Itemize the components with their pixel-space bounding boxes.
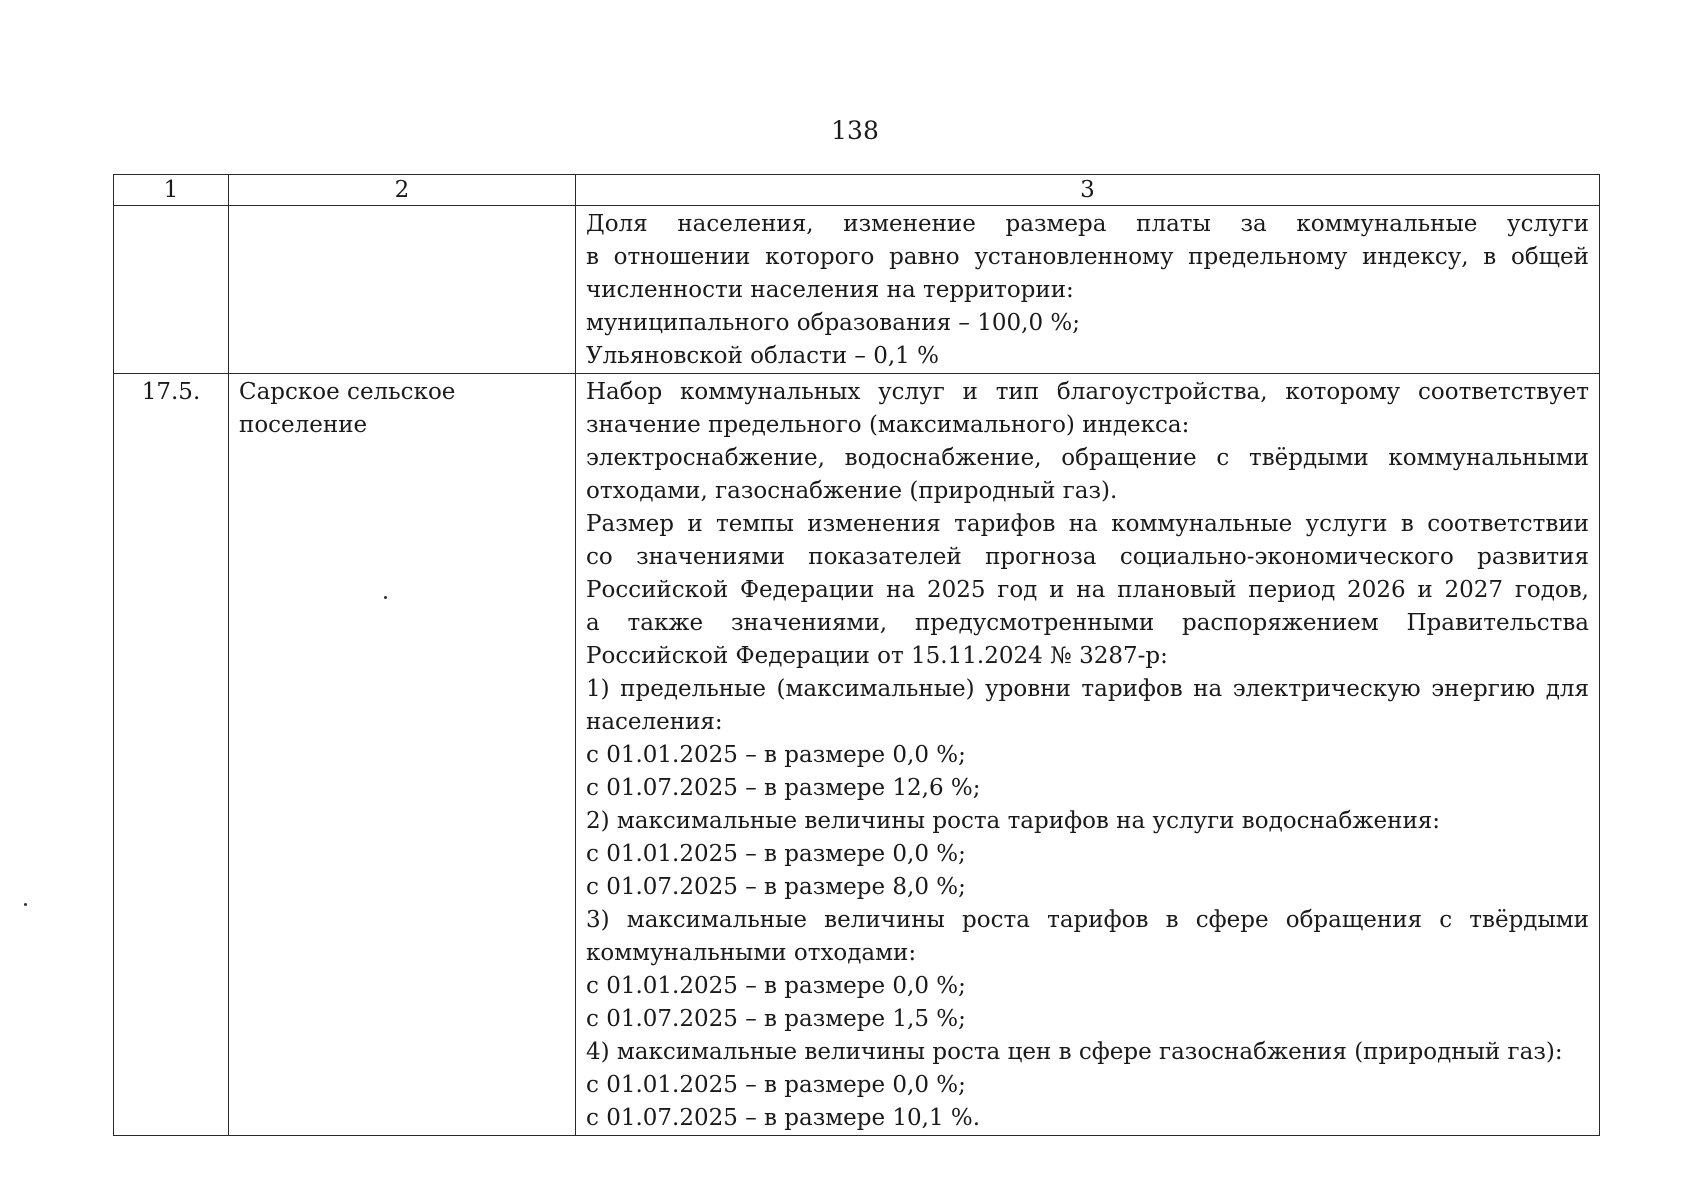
municipality-name-line: поселение <box>239 412 368 438</box>
text-line: 4) максимальные величины роста цен в сфере газоснабжения (природный газ): <box>586 1039 1563 1065</box>
text-line: электроснабжение, водоснабжение, обращение с твёрдыми коммунальными <box>586 445 1589 471</box>
table-header-row <box>114 175 1600 206</box>
table-row-continued <box>114 206 1600 374</box>
scan-speck <box>24 903 27 906</box>
text-line: с 01.01.2025 – в размере 0,0 %; <box>586 973 966 999</box>
text-line: с 01.07.2025 – в размере 12,6 %; <box>586 775 981 801</box>
text-line: численности населения на территории: <box>586 277 1074 303</box>
text-line: с 01.01.2025 – в размере 0,0 %; <box>586 841 966 867</box>
description-cell <box>576 206 1600 374</box>
text-line: Размер и темпы изменения тарифов на коммунальные услуги в соответствии <box>586 511 1589 537</box>
scan-speck <box>384 596 387 599</box>
table-row-17-5 <box>114 374 1600 1136</box>
text-line: Доля населения, изменение размера платы за коммунальные услуги <box>586 211 1589 237</box>
text-line: 2) максимальные величины роста тарифов на услуги водоснабжения: <box>586 808 1441 834</box>
text-line: Российской Федерации на 2025 год и на плановый период 2026 и 2027 годов, <box>586 577 1589 603</box>
header-col-2: 2 <box>229 175 576 206</box>
text-line: с 01.01.2025 – в размере 0,0 %; <box>586 1072 966 1098</box>
description-lines <box>586 208 1589 373</box>
text-line: коммунальными отходами: <box>586 940 917 966</box>
row-number-cell: 17.5. <box>114 374 229 1136</box>
description-cell <box>576 374 1600 1136</box>
text-line: 1) предельные (максимальные) уровни тарифов на электрическую энергию для <box>586 676 1589 702</box>
text-line: населения: <box>586 709 723 735</box>
row-number-cell <box>114 206 229 374</box>
text-line: 3) максимальные величины роста тарифов в сфере обращения с твёрдыми <box>586 907 1589 933</box>
municipality-name-line: Сарское сельское <box>239 379 456 405</box>
text-line: с 01.07.2025 – в размере 10,1 %. <box>586 1105 981 1131</box>
text-line: Набор коммунальных услуг и тип благоустройства, которому соответствует <box>586 379 1589 405</box>
page-number: 138 <box>831 116 879 145</box>
description-lines <box>586 376 1589 1135</box>
text-line: в отношении которого равно установленному предельному индексу, в общей <box>586 244 1589 270</box>
text-line: с 01.01.2025 – в размере 0,0 %; <box>586 742 966 768</box>
text-line: муниципального образования – 100,0 %; <box>586 310 1080 336</box>
text-line: с 01.07.2025 – в размере 1,5 %; <box>586 1006 966 1032</box>
text-line: отходами, газоснабжение (природный газ). <box>586 478 1118 504</box>
header-col-1: 1 <box>114 175 229 206</box>
document-table <box>113 174 1600 1136</box>
municipality-name-cell <box>229 206 576 374</box>
text-line: со значениями показателей прогноза социально-экономического развития <box>586 544 1589 570</box>
text-line: Российской Федерации от 15.11.2024 № 3287-р: <box>586 643 1168 669</box>
text-line: с 01.07.2025 – в размере 8,0 %; <box>586 874 966 900</box>
text-line: Ульяновской области – 0,1 % <box>586 343 939 369</box>
municipality-name-cell <box>229 374 576 1136</box>
header-col-3: 3 <box>576 175 1600 206</box>
text-line: значение предельного (максимального) индекса: <box>586 412 1190 438</box>
text-line: а также значениями, предусмотренными распоряжением Правительства <box>586 610 1589 636</box>
